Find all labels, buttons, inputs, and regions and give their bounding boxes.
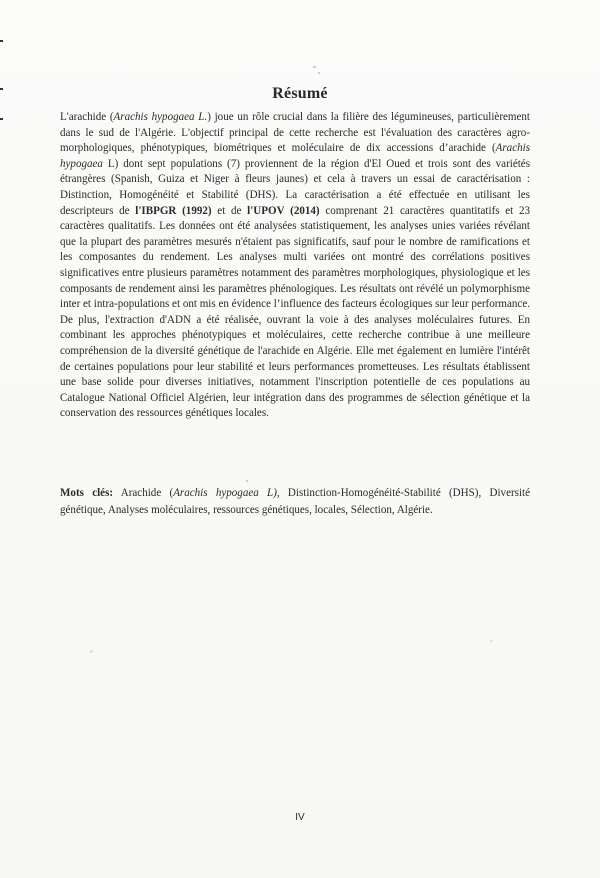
keywords-text: Arachide ( — [113, 487, 174, 499]
scan-edge-mark — [0, 40, 3, 42]
abstract-text: et de — [211, 204, 248, 217]
scan-speck — [90, 650, 93, 653]
keywords-text: , Distinction-Homogénéité-Stabilité (DHS), Diversité génétique, Analyses moléculaires, ressources génétiques, locales, Sélection, Algérie. — [60, 487, 530, 516]
abstract-text: L'arachide ( — [60, 111, 114, 123]
abstract-paragraph — [60, 110, 530, 422]
keywords-label: Mots clés: — [60, 487, 114, 499]
species-name: Arachis hypogaea L. — [113, 111, 208, 123]
abstract-text: L) dont sept populations (7) proviennent de la région d'El Oued et trois sont des variétés étrangères (Spanish, Guiza et Niger à fleurs jaunes) et cela à travers un essai de caractérisation : Distinction, Homogénéité et Stabilité (DHS). La caractérisation a été effectuée en utilisant les descripteurs de — [60, 157, 530, 217]
keywords-section — [60, 485, 530, 519]
scan-speck — [313, 66, 316, 68]
abstract-text: comprenant 21 caractères quantitatifs et 23 caractères qualitatifs. Les données ont été analysées statistiquement, les analyses unies variées révélant que la plupart des paramètres mesurés n'étaient pas significatifs, sauf pour le nombre de ramifications et les composantes du rendement. Les analyses multi variées ont montré des corrélations positives significatives entre plusieurs paramètres notamment des paramètres morphologiques, physiologique et les composants de rendement ainsi les paramètres phénologiques. Les résultats ont révélé un polymorphisme inter et intra-populations et ont mis en évidence l’influence des facteurs écologiques sur leur performance. De plus, l'extraction d'ADN a été réalisée, ouvrant la voie à des analyses moléculaires futures. En combinant les approches phénotypiques et moléculaires, cette recherche contribue à une meilleure compréhension de la diversité génétique de l'arachide en Algérie. Elle met également en lumière l'intérêt de certaines populations pour leur stabilité et leurs performances prometteuses. Les résultats établissent une base solide pour diverses initiatives, notamment l'inscription potentielle de ces populations au Catalogue National Officiel Algérien, leur intégration dans des programmes de sélection génétique et la conservation des ressources génétiques locales. — [60, 204, 531, 420]
scan-edge-mark — [0, 118, 3, 120]
page-title: Résumé — [272, 85, 328, 102]
scan-speck — [318, 72, 320, 74]
species-name: Arachis hypogaea L) — [173, 487, 277, 499]
descriptor-reference: l'UPOV (2014) — [247, 204, 320, 217]
abstract-text: ) joue un rôle crucial dans la filière des légumineuses, particulièrement dans le sud de l'Algérie. L'objectif principal de cette recherche est l'évaluation des caractères agro-morphologiques, phénotypiques, biométriques et moléculaire de dix accessions d’arachide ( — [60, 111, 530, 155]
species-name: Arachis hypogaea — [60, 142, 530, 170]
abstract-body — [60, 110, 530, 422]
scan-speck — [246, 480, 248, 482]
scan-speck — [490, 640, 493, 642]
page-number: IV — [295, 812, 305, 823]
descriptor-reference: l'IBPGR (1992) — [135, 204, 212, 217]
